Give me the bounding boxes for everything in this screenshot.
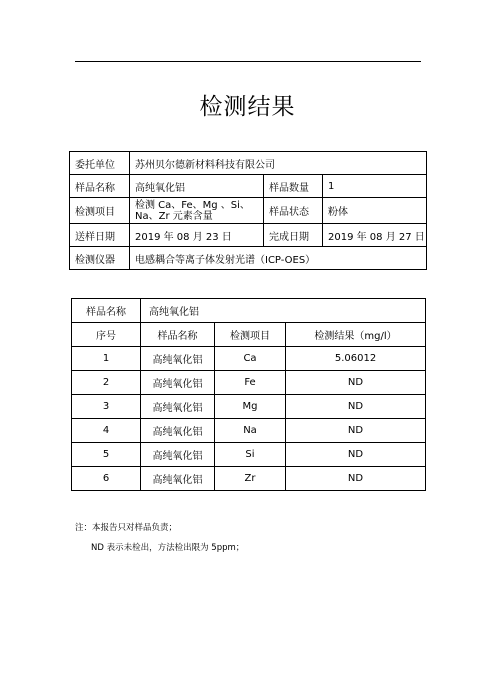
- row-sample-name: 高纯氧化铝: [141, 467, 215, 491]
- row-index: 5: [72, 443, 141, 467]
- row-index: 3: [72, 395, 141, 419]
- info-row-instrument: [70, 247, 427, 270]
- row-result: 5.06012: [286, 347, 426, 371]
- row-index: 1: [72, 347, 141, 371]
- results-sample-label: 样品名称: [72, 299, 141, 323]
- sample-state-label: 样品状态: [264, 198, 323, 224]
- items-label: 检测项目: [70, 198, 130, 224]
- sample-name-label: 样品名称: [70, 175, 130, 198]
- row-sample-name: 高纯氧化铝: [141, 347, 215, 371]
- page-title: 检测结果: [199, 94, 296, 120]
- row-result: ND: [286, 395, 426, 419]
- sample-qty-label: 样品数量: [264, 175, 323, 198]
- row-test-item: Mg: [215, 395, 286, 419]
- results-header-row: [72, 323, 426, 347]
- results-sample-value: 高纯氧化铝: [141, 299, 426, 323]
- header-result: 检测结果（mg/l）: [286, 323, 426, 347]
- items-value: 检测 Ca、Fe、Mg 、Si、Na、Zr 元素含量: [130, 198, 264, 224]
- client-value: 苏州贝尔德新材料科技有限公司: [130, 152, 427, 175]
- info-row-client: [70, 152, 427, 175]
- instrument-label: 检测仪器: [70, 247, 130, 270]
- sample-qty-value: 1: [323, 175, 427, 198]
- row-result: ND: [286, 371, 426, 395]
- note-responsibility: 注：本报告只对样品负责；: [75, 523, 178, 533]
- row-index: 6: [72, 467, 141, 491]
- table-row: [72, 443, 426, 467]
- send-date-label: 送样日期: [70, 224, 130, 247]
- note-detection-limit: ND 表示未检出，方法检出限为 5ppm；: [91, 543, 245, 553]
- header-sample-name: 样品名称: [141, 323, 215, 347]
- done-date-label: 完成日期: [264, 224, 323, 247]
- client-label: 委托单位: [70, 152, 130, 175]
- info-row-dates: [70, 224, 427, 247]
- info-row-items: [70, 198, 427, 224]
- sample-name-value: 高纯氧化铝: [130, 175, 264, 198]
- row-test-item: Si: [215, 443, 286, 467]
- sample-state-value: 粉体: [323, 198, 427, 224]
- header-index: 序号: [72, 323, 141, 347]
- info-table: [69, 151, 427, 270]
- row-test-item: Ca: [215, 347, 286, 371]
- table-row: [72, 395, 426, 419]
- table-row: [72, 371, 426, 395]
- send-date-value: 2019 年 08 月 23 日: [130, 224, 264, 247]
- results-sample-row: [72, 299, 426, 323]
- header-rule: [75, 61, 421, 62]
- row-test-item: Na: [215, 419, 286, 443]
- table-row: [72, 347, 426, 371]
- row-result: ND: [286, 443, 426, 467]
- header-test-item: 检测项目: [215, 323, 286, 347]
- row-test-item: Zr: [215, 467, 286, 491]
- row-sample-name: 高纯氧化铝: [141, 395, 215, 419]
- done-date-value: 2019 年 08 月 27 日: [323, 224, 427, 247]
- row-index: 2: [72, 371, 141, 395]
- info-row-sample: [70, 175, 427, 198]
- row-sample-name: 高纯氧化铝: [141, 443, 215, 467]
- results-table: [71, 298, 426, 491]
- table-row: [72, 419, 426, 443]
- row-sample-name: 高纯氧化铝: [141, 419, 215, 443]
- row-sample-name: 高纯氧化铝: [141, 371, 215, 395]
- table-row: [72, 467, 426, 491]
- row-test-item: Fe: [215, 371, 286, 395]
- instrument-value: 电感耦合等离子体发射光谱（ICP-OES）: [130, 247, 427, 270]
- row-result: ND: [286, 467, 426, 491]
- row-index: 4: [72, 419, 141, 443]
- row-result: ND: [286, 419, 426, 443]
